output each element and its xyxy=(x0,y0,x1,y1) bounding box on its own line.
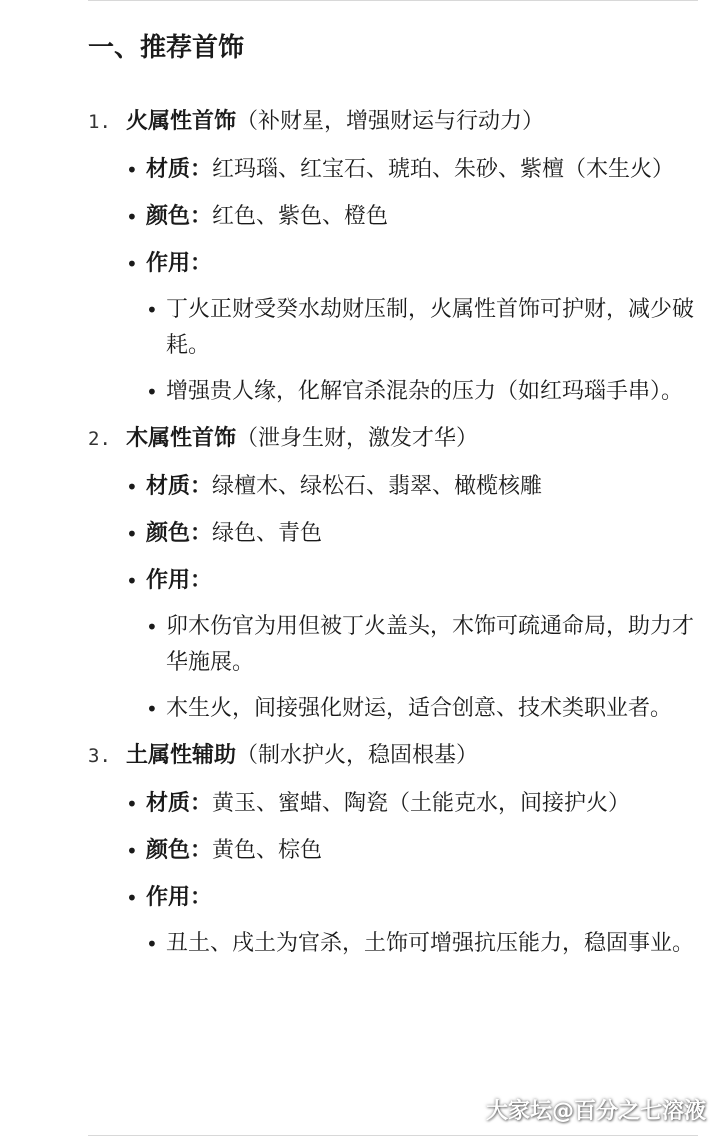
color-value: 黄色、棕色 xyxy=(212,838,323,863)
material-label: 材质： xyxy=(146,791,213,816)
section-title-note: （泄身生财，激发才华） xyxy=(236,426,479,451)
effect-list xyxy=(146,609,698,727)
color-label: 颜色： xyxy=(146,838,213,863)
list-item: • 卯木伤官为用但被丁火盖头，木饰可疏通命局，助力才华施展。 xyxy=(146,609,698,681)
list-item: • 增强贵人缘，化解官杀混杂的压力（如红玛瑙手串）。 xyxy=(146,374,698,410)
material-value: 红玛瑙、红宝石、琥珀、朱砂、紫檀（木生火） xyxy=(212,157,675,182)
section-fire xyxy=(88,104,698,410)
attribute-list xyxy=(88,152,698,410)
material-label: 材质： xyxy=(146,474,213,499)
list-item: • 木生火，间接强化财运，适合创意、技术类职业者。 xyxy=(146,691,698,727)
bottom-divider xyxy=(88,1135,698,1136)
section-title xyxy=(88,104,698,140)
top-divider xyxy=(88,0,698,1)
section-title-text: 火属性首饰 xyxy=(126,109,237,134)
section-title-note: （制水护火，稳固根基） xyxy=(236,743,479,768)
effect-list xyxy=(146,292,698,410)
list-item xyxy=(88,516,698,552)
list-item: • 丑土、戌土为官杀，土饰可增强抗压能力，稳固事业。 xyxy=(146,926,698,962)
effect-label: 作用： xyxy=(146,568,213,593)
section-title-text: 土属性辅助 xyxy=(126,743,237,768)
attribute-list xyxy=(88,786,698,962)
effect-label: 作用： xyxy=(146,885,213,910)
watermark: 大家坛@百分之七溶液 xyxy=(485,1099,706,1124)
effect-list xyxy=(146,926,698,962)
material-label: 材质： xyxy=(146,157,213,182)
list-number: 2. xyxy=(88,428,111,450)
list-item xyxy=(88,563,698,727)
material-value: 黄玉、蜜蜡、陶瓷（土能克水，间接护火） xyxy=(212,791,631,816)
color-label: 颜色： xyxy=(146,204,213,229)
list-item: • 丁火正财受癸水劫财压制，火属性首饰可护财，减少破耗。 xyxy=(146,292,698,364)
list-item xyxy=(88,833,698,869)
list-item xyxy=(88,246,698,410)
list-item xyxy=(88,152,698,188)
section-wood xyxy=(88,421,698,727)
list-item xyxy=(88,199,698,235)
material-value: 绿檀木、绿松石、翡翠、橄榄核雕 xyxy=(212,474,543,499)
section-title xyxy=(88,421,698,457)
section-title xyxy=(88,738,698,774)
color-label: 颜色： xyxy=(146,521,213,546)
article-body xyxy=(88,28,698,973)
list-number: 1. xyxy=(88,111,111,133)
section-earth xyxy=(88,738,698,962)
list-item xyxy=(88,880,698,962)
list-item xyxy=(88,469,698,505)
list-number: 3. xyxy=(88,745,111,767)
section-heading: 一、推荐首饰 xyxy=(88,33,245,63)
list-item xyxy=(88,786,698,822)
color-value: 红色、紫色、橙色 xyxy=(212,204,389,229)
section-title-text: 木属性首饰 xyxy=(126,426,237,451)
color-value: 绿色、青色 xyxy=(212,521,323,546)
attribute-list xyxy=(88,469,698,727)
effect-label: 作用： xyxy=(146,251,213,276)
section-title-note: （补财星，增强财运与行动力） xyxy=(236,109,545,134)
